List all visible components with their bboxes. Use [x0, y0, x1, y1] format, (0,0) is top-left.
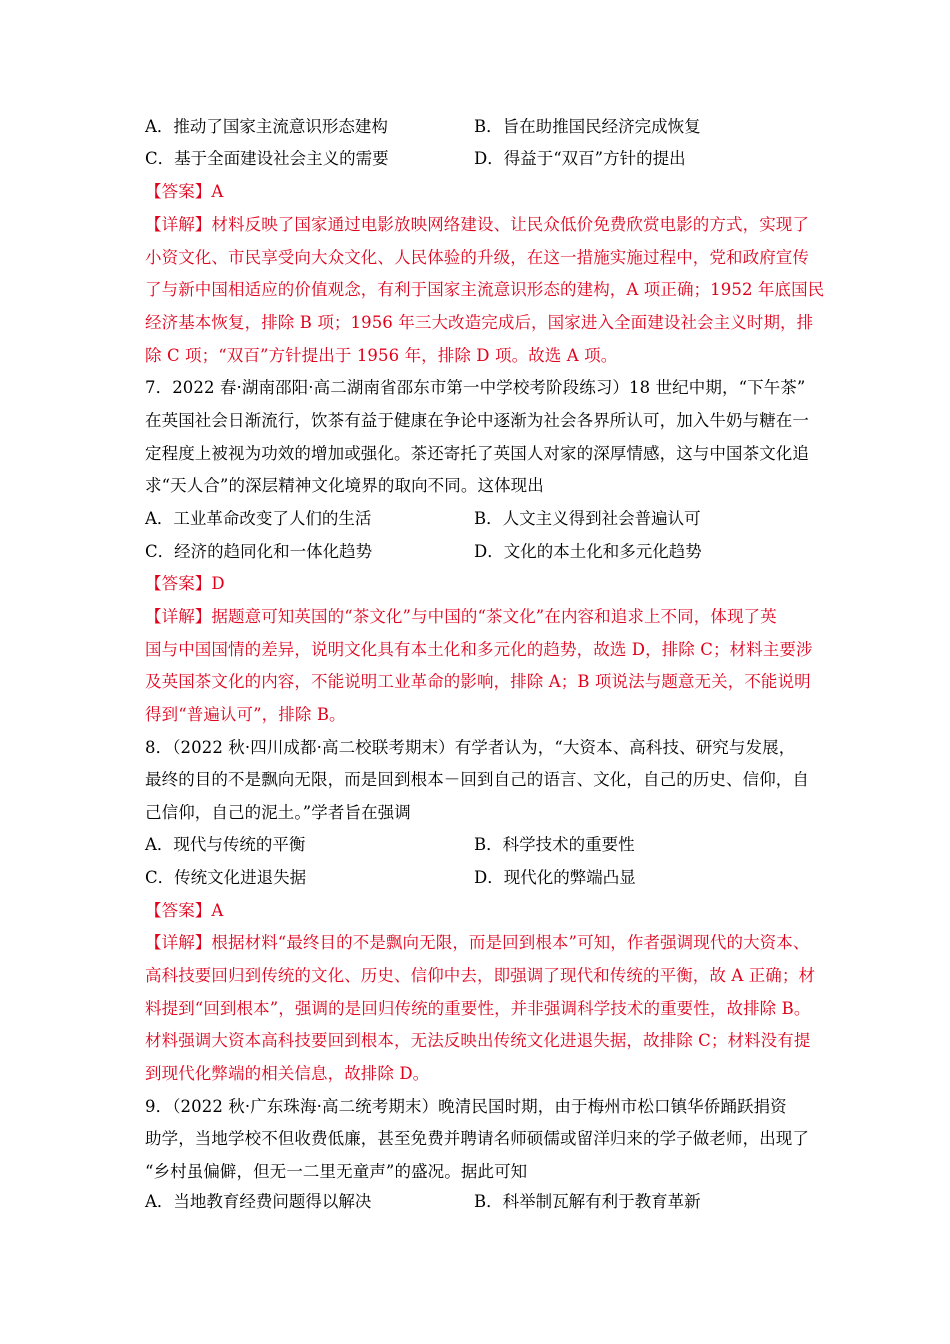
q7-stem-line: 求“天人合”的深层精神文化境界的取向不同。这体现出	[145, 476, 544, 495]
q8-explanation-line: 材料强调大资本高科技要回到根本，无法反映出传统文化进退失据，故排除 C；材料没有提	[145, 1031, 811, 1050]
q8-answer: 【答案】A	[145, 901, 224, 920]
q6-answer: 【答案】A	[145, 182, 224, 201]
q7-explanation-line: 得到“普遍认可”，排除 B。	[145, 705, 346, 724]
q6-option-a: A．推动了国家主流意识形态建构	[145, 117, 388, 136]
q6-explanation-line: 小资文化、市民享受向大众文化、人民体验的升级，在这一措施实施过程中，党和政府宣传	[145, 248, 809, 267]
q6-explanation-line: 【详解】材料反映了国家通过电影放映网络建设、让民众低价免费欣赏电影的方式，实现了	[145, 215, 809, 234]
q9-stem-line: 9．（2022 秋·广东珠海·高二统考期末）晚清民国时期，由于梅州市松口镇华侨踊跃捐资	[145, 1097, 787, 1116]
q7-stem-line: 7．2022 春·湖南邵阳·高二湖南省邵东市第一中学校考阶段练习）18 世纪中期，“下午茶”	[145, 378, 806, 397]
q7-explanation-line: 国与中国国情的差异，说明文化具有本土化和多元化的趋势，故选 D，排除 C；材料主要涉	[145, 640, 813, 659]
q6-option-b: B．旨在助推国民经济完成恢复	[474, 117, 701, 136]
q8-option-c: C．传统文化进退失据	[145, 868, 307, 887]
q9-stem-line: “乡村虽偏僻，但无一二里无童声”的盛况。据此可知	[145, 1162, 528, 1181]
q7-explanation-line: 【详解】据题意可知英国的“茶文化”与中国的“茶文化”在内容和追求上不同，体现了英	[145, 607, 777, 626]
q9-stem-line: 助学，当地学校不但收费低廉，甚至免费并聘请名师硕儒或留洋归来的学子做老师，出现了	[145, 1129, 809, 1148]
q8-explanation-line: 高科技要回归到传统的文化、历史、信仰中去，即强调了现代和传统的平衡，故 A 正确；材	[145, 966, 816, 985]
q6-explanation-line: 经济基本恢复，排除 B 项；1956 年三大改造完成后，国家进入全面建设社会主义时期，排	[145, 313, 814, 332]
q8-explanation-line: 料提到“回到根本”，强调的是回归传统的重要性，并非强调科学技术的重要性，故排除 B。	[145, 999, 811, 1018]
q8-option-a: A．现代与传统的平衡	[145, 835, 306, 854]
q8-stem-line: 最终的目的不是飘向无限，而是回到根本－回到自己的语言、文化，自己的历史、信仰，自	[145, 770, 809, 789]
q7-option-c: C．经济的趋同化和一体化趋势	[145, 542, 373, 561]
q6-option-d: D．得益于“双百”方针的提出	[474, 149, 686, 168]
q7-option-b: B．人文主义得到社会普遍认可	[474, 509, 701, 528]
q8-option-d: D．现代化的弊端凸显	[474, 868, 636, 887]
q7-answer: 【答案】D	[145, 574, 225, 593]
q9-option-b: B．科举制瓦解有利于教育革新	[474, 1192, 701, 1211]
q8-stem-line: 己信仰，自己的泥土。”学者旨在强调	[145, 803, 411, 822]
q6-explanation-line: 了与新中国相适应的价值观念，有利于国家主流意识形态的建构，A 项正确；1952 年底国民	[145, 280, 825, 299]
q8-option-b: B．科学技术的重要性	[474, 835, 635, 854]
q6-option-c: C．基于全面建设社会主义的需要	[145, 149, 389, 168]
q8-explanation-line: 【详解】根据材料“最终目的不是飘向无限，而是回到根本”可知，作者强调现代的大资本、	[145, 933, 810, 952]
q7-explanation-line: 及英国茶文化的内容，不能说明工业革命的影响，排除 A；B 项说法与题意无关，不能说明	[145, 672, 811, 691]
q6-explanation-line: 除 C 项；“双百”方针提出于 1956 年，排除 D 项。故选 A 项。	[145, 346, 618, 365]
q7-stem-line: 定程度上被视为功效的增加或强化。茶还寄托了英国人对家的深厚情感，这与中国茶文化追	[145, 444, 809, 463]
q9-option-a: A．当地教育经费问题得以解决	[145, 1192, 372, 1211]
q7-stem-line: 在英国社会日渐流行，饮茶有益于健康在争论中逐渐为社会各界所认可，加入牛奶与糖在一	[145, 411, 809, 430]
q7-option-a: A．工业革命改变了人们的生活	[145, 509, 372, 528]
q8-stem-line: 8．（2022 秋·四川成都·高二校联考期末）有学者认为，“大资本、高科技、研究与发展，	[145, 738, 796, 757]
q7-option-d: D．文化的本土化和多元化趋势	[474, 542, 702, 561]
q8-explanation-line: 到现代化弊端的相关信息，故排除 D。	[145, 1064, 430, 1083]
